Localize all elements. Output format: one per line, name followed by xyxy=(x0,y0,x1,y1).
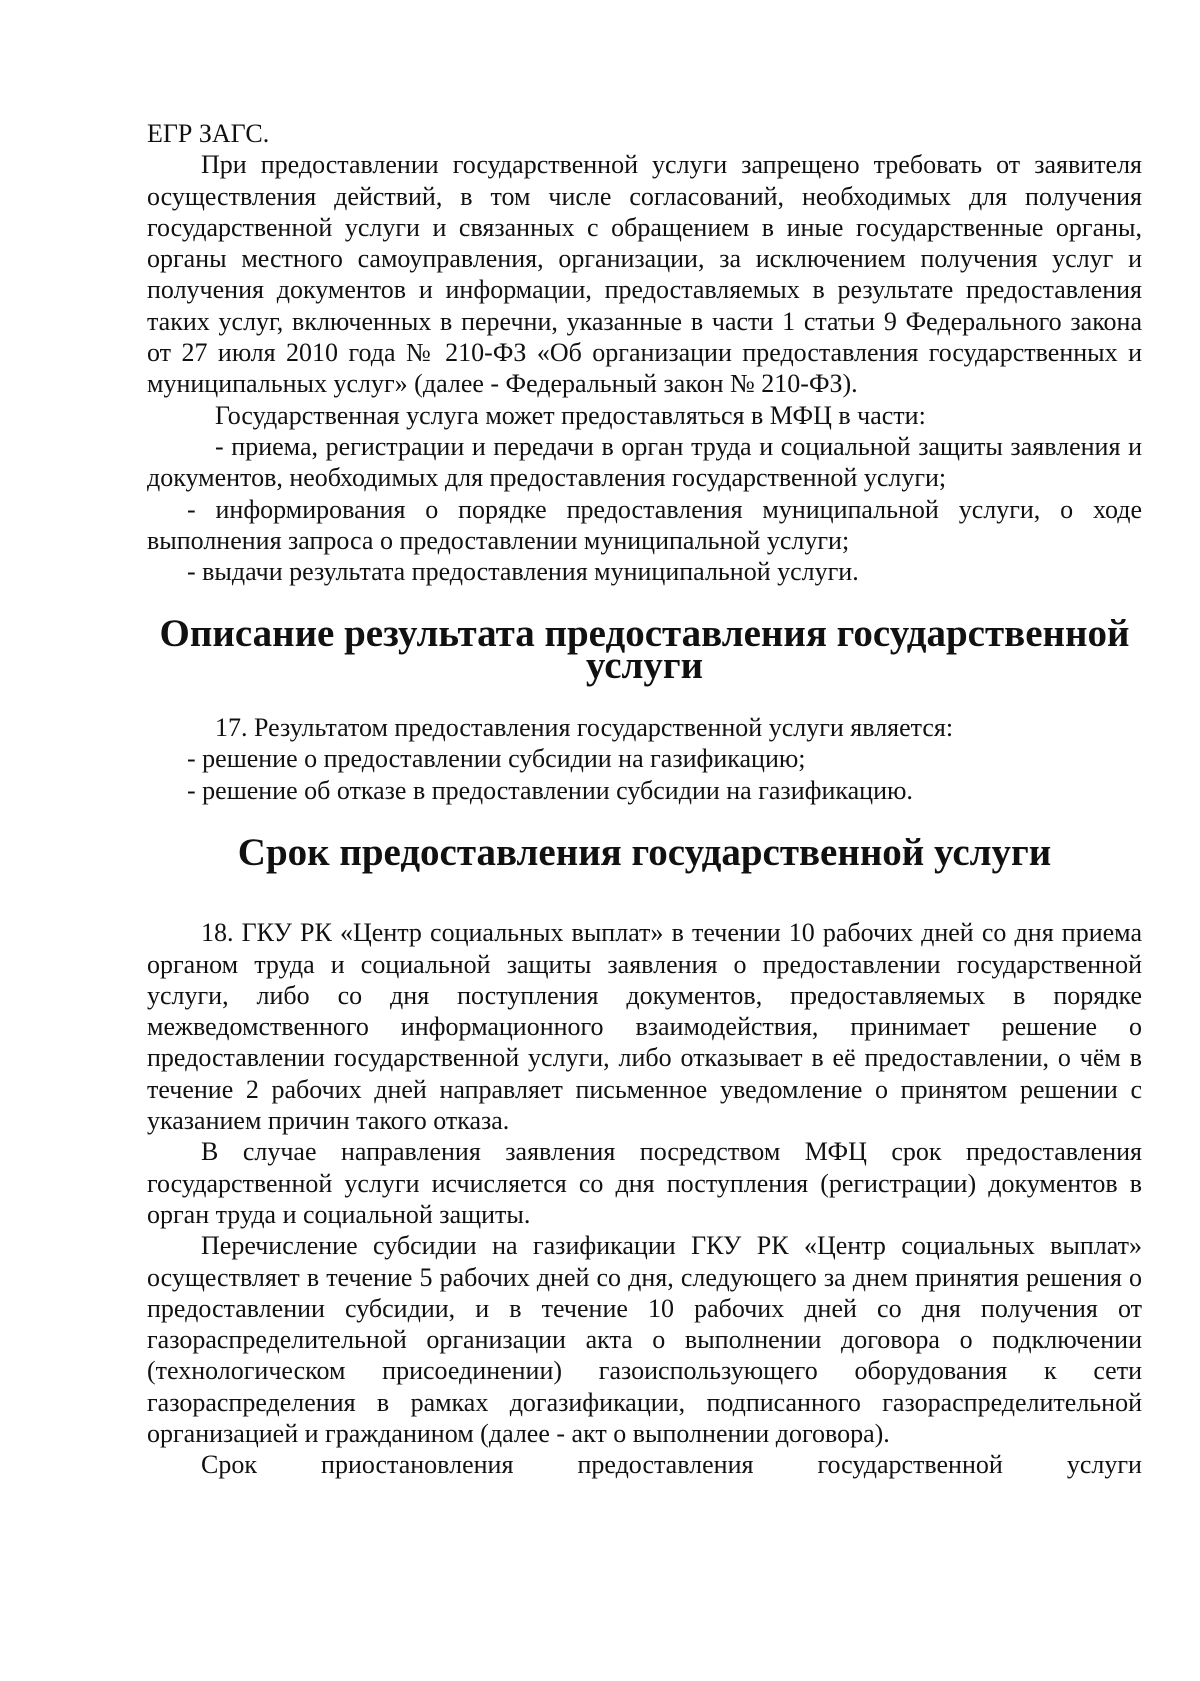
paragraph-mfc-case: В случае направления заявления посредством МФЦ срок предоставления государственной услуги исчисляется со дня поступления (регистрации) документов в орган труда и социальной защиты. xyxy=(147,1137,1142,1229)
word: государственной xyxy=(817,1450,1003,1480)
paragraph-17-item-1: - решение о предоставлении субсидии на газификацию; xyxy=(187,744,806,774)
paragraph-17: 17. Результатом предоставления государственной услуги является: xyxy=(215,713,954,743)
word: приостановления xyxy=(321,1450,514,1480)
spacer xyxy=(147,868,1142,917)
word: услуги xyxy=(1066,1450,1142,1480)
paragraph-mfc-intro: Государственная услуга может предоставляться в МФЦ в части: xyxy=(215,400,926,430)
paragraph-mfc-item-1: - приема, регистрации и передачи в орган труда и социальной защиты заявления и документов, необходимых для предоставления государственной услуги; xyxy=(147,431,1142,493)
paragraph-transfer: Перечисление субсидии на газификации ГКУ РК «Центр социальных выплат» осуществляет в течение 5 рабочих дней со дня, следующего за днем принятия решения о предоставлении субсидии, и в течение 10 рабочих дней со дня получения от газораспределительной организации акта о выполнении договора о подключении (технологическом присоединении) газоиспользующего оборудования к сети газораспределения в рамках догазификации, подписанного газораспределительной организацией и гражданином (далее - акт о выполнении договора). xyxy=(147,1231,1142,1448)
word: Срок xyxy=(201,1450,257,1480)
paragraph-mfc-item-3: - выдачи результата предоставления муниципальной услуги. xyxy=(187,557,859,587)
paragraph-intro-tail: ЕГР ЗАГС. xyxy=(147,119,270,148)
paragraph-18: 18. ГКУ РК «Центр социальных выплат» в течении 10 рабочих дней со дня приема органом труда и социальной защиты заявления о предоставлении государственной услуги, либо со дня поступления документов, предоставляемых в порядке межведомственного информационного взаимодействия, принимает решение о предоставлении государственной услуги, либо отказывает в её предоставлении, о чём в течение 2 рабочих дней направляет письменное уведомление о принятом решении с указанием причин такого отказа. xyxy=(147,918,1142,1136)
paragraph-17-item-2: - решение об отказе в предоставлении субсидии на газификацию. xyxy=(187,775,913,805)
paragraph-suspension-start xyxy=(147,1449,1142,1480)
heading-result: Описание результата предоставления государственной услуги xyxy=(159,612,1130,687)
paragraph-mfc-item-2: - информирования о порядке предоставления муниципальной услуги, о ходе выполнения запроса о предоставлении муниципальной услуги; xyxy=(147,494,1142,555)
word: предоставления xyxy=(577,1450,754,1480)
document-page xyxy=(147,118,1142,1481)
heading-term: Срок предоставления государственной услуги xyxy=(237,830,1052,874)
paragraph-prohibited: При предоставлении государственной услуги запрещено требовать от заявителя осуществления действий, в том числе согласований, необходимых для получения государственной услуги и связанных с обращением в иные государственные органы, органы местного самоуправления, организации, за исключением получения услуг и получения документов и информации, предоставляемых в результате предоставления таких услуг, включенных в перечни, указанные в части 1 статьи 9 Федерального закона от 27 июля 2010 года № 210-ФЗ «Об организации предоставления государственных и муниципальных услуг» (далее - Федеральный закон № 210-ФЗ). xyxy=(147,150,1142,399)
